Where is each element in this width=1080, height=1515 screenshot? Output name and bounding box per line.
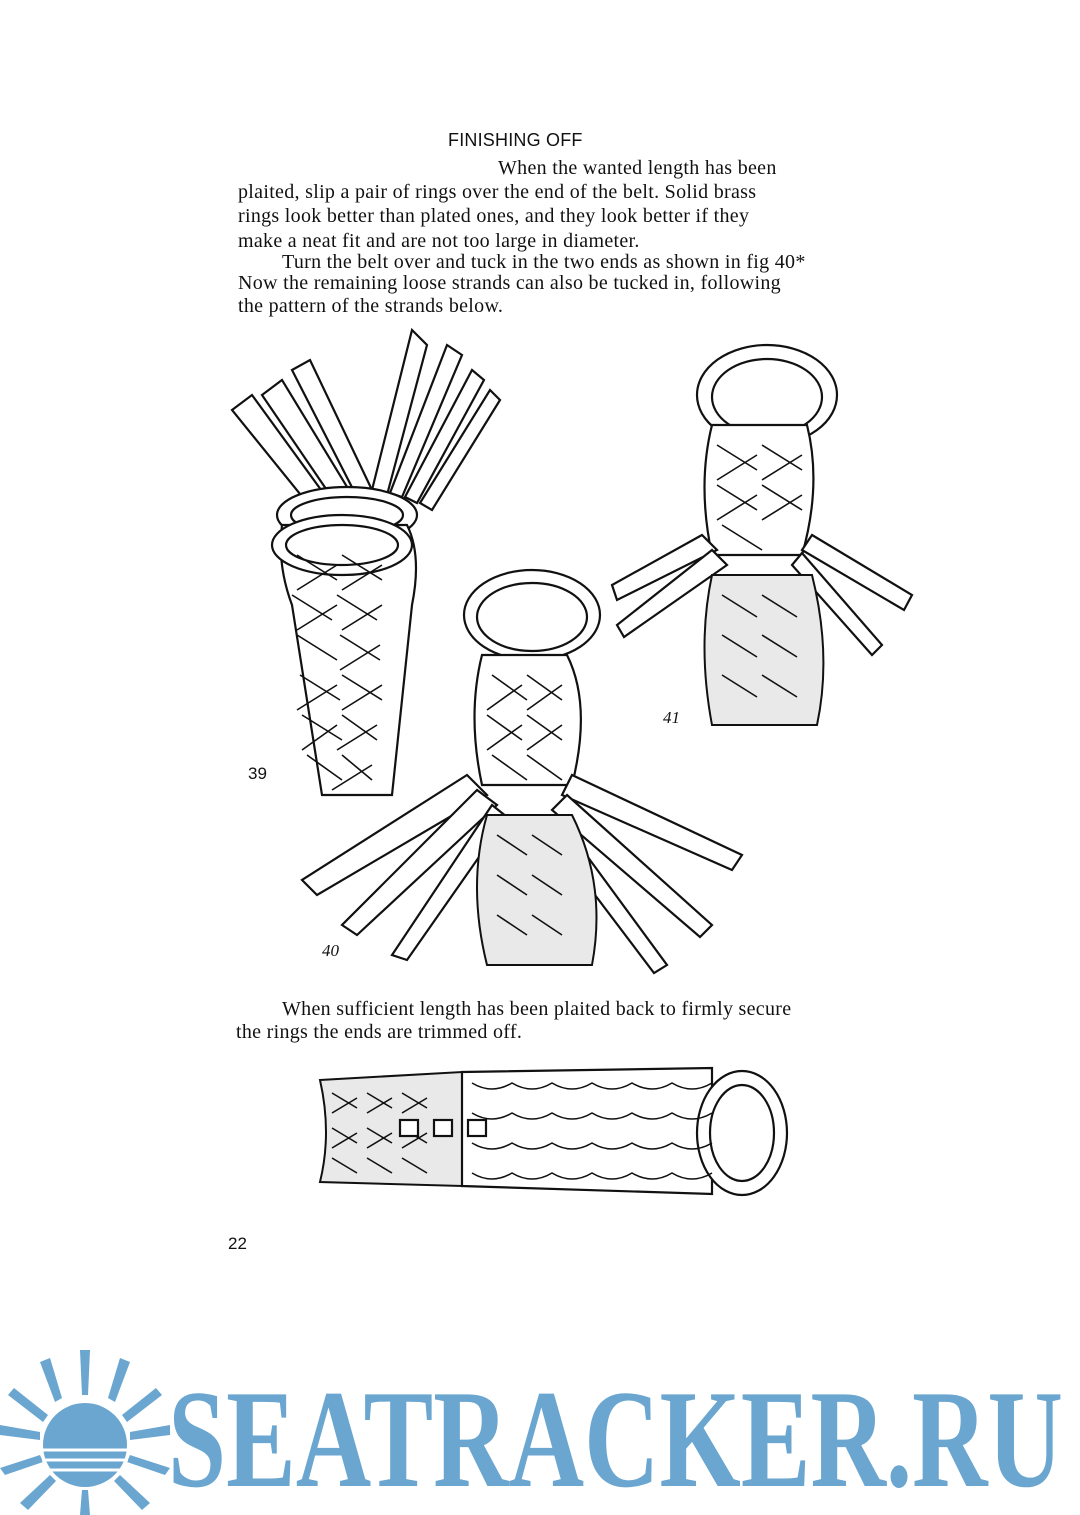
watermark-text-graphic	[168, 1368, 1068, 1503]
text-line: make a neat fit and are not too large in diameter.	[238, 230, 640, 252]
finished-belt-illustration	[312, 1058, 798, 1210]
sun-icon	[0, 1350, 170, 1515]
text-line: the pattern of the strands below.	[238, 295, 504, 317]
figure-39-illustration	[232, 330, 500, 795]
section-title: FINISHING OFF	[448, 130, 583, 150]
watermark	[0, 1340, 1080, 1515]
watermark-text: SEATRACKER.RU	[168, 1368, 1063, 1503]
text-line: the rings the ends are trimmed off.	[236, 1021, 523, 1043]
text-line: Now the remaining loose strands can also be tucked in, following	[238, 272, 781, 294]
text-line: rings look better than plated ones, and they look better if they	[238, 205, 750, 227]
text-line: When sufficient length has been plaited back to firmly secure	[282, 998, 792, 1020]
text-line: plaited, slip a pair of rings over the end of the belt. Solid brass	[238, 181, 757, 203]
text-line: Turn the belt over and tuck in the two ends as shown in fig 40*	[282, 251, 806, 273]
figure-39-label: 39	[248, 764, 267, 783]
figures-39-40-41	[222, 325, 922, 990]
text-line: When the wanted length has been	[498, 157, 777, 179]
figure-41-illustration	[612, 345, 912, 725]
figure-40-label: 40	[322, 941, 339, 960]
figure-41-label: 41	[663, 708, 680, 727]
page-number: 22	[228, 1234, 247, 1253]
